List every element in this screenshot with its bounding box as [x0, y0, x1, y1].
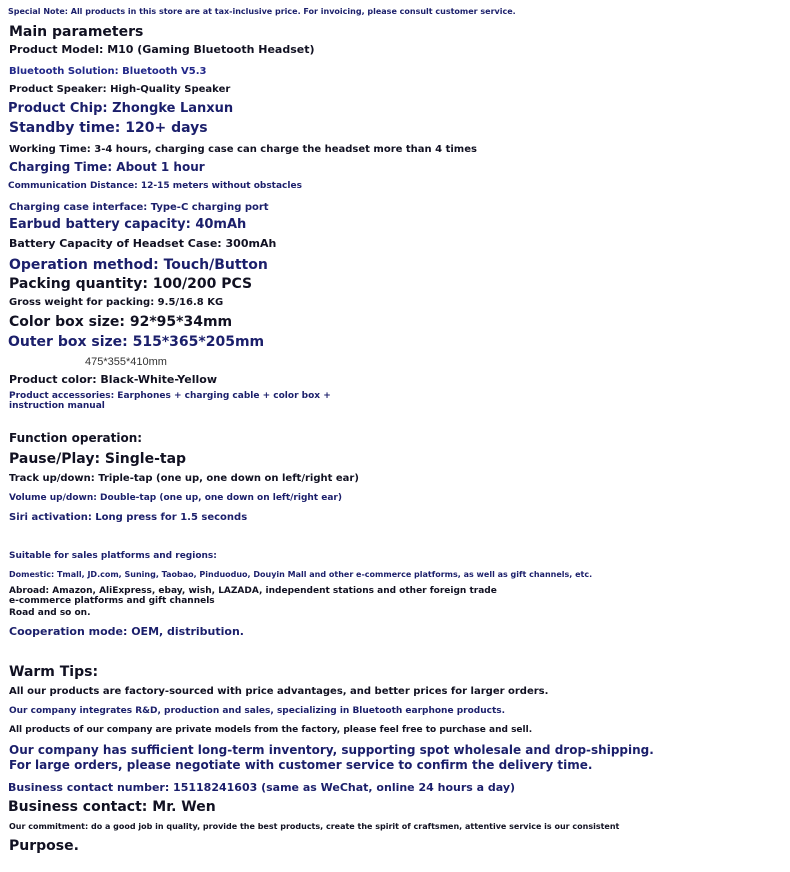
function-heading: Function operation:	[9, 431, 143, 445]
special-note: Special Note: All products in this store are at tax-inclusive price. For invoicing, please consult customer service.	[8, 7, 516, 16]
charging-interface: Charging case interface: Type-C charging port	[9, 202, 269, 213]
outer-box-size-alt: 475*355*410mm	[85, 356, 167, 368]
sales-road: Road and so on.	[9, 608, 91, 618]
bluetooth-solution: Bluetooth Solution: Bluetooth V5.3	[9, 66, 207, 77]
outer-box-size: Outer box size: 515*365*205mm	[8, 334, 265, 350]
sales-domestic: Domestic: Tmall, JD.com, Suning, Taobao, Pinduoduo, Douyin Mall and other e-commerce platforms, as well as gift channels, etc.	[9, 570, 593, 579]
pause-play: Pause/Play: Single-tap	[9, 451, 187, 467]
business-contact-name: Business contact: Mr. Wen	[8, 799, 216, 815]
commitment: Our commitment: do a good job in quality, provide the best products, create the spirit of craftsmen, attentive service is our consistent	[9, 822, 620, 831]
earbud-battery: Earbud battery capacity: 40mAh	[9, 217, 247, 232]
warm-tips-heading: Warm Tips:	[9, 664, 99, 680]
color-box-size: Color box size: 92*95*34mm	[9, 314, 233, 330]
product-chip: Product Chip: Zhongke Lanxun	[8, 101, 234, 116]
sales-heading: Suitable for sales platforms and regions:	[9, 551, 217, 561]
purpose: Purpose.	[9, 838, 79, 854]
standby-time: Standby time: 120+ days	[9, 120, 208, 136]
product-model: Product Model: M10 (Gaming Bluetooth Headset)	[9, 43, 315, 56]
communication-distance: Communication Distance: 12-15 meters without obstacles	[8, 181, 302, 191]
tip-private-models: All products of our company are private models from the factory, please feel free to purchase and sell.	[9, 725, 533, 735]
packing-quantity: Packing quantity: 100/200 PCS	[9, 276, 253, 292]
cooperation-mode: Cooperation mode: OEM, distribution.	[9, 625, 244, 638]
volume-control: Volume up/down: Double-tap (one up, one down on left/right ear)	[9, 493, 342, 503]
sales-abroad: Abroad: Amazon, AliExpress, ebay, wish, LAZADA, independent stations and other foreign trade e-commerce platforms and gift channels	[9, 586, 497, 607]
case-battery: Battery Capacity of Headset Case: 300mAh	[9, 237, 277, 250]
business-contact-number: Business contact number: 15118241603 (same as WeChat, online 24 hours a day)	[8, 781, 516, 794]
tip-integration: Our company integrates R&D, production and sales, specializing in Bluetooth earphone products.	[9, 706, 506, 716]
working-time: Working Time: 3-4 hours, charging case can charge the headset more than 4 times	[9, 144, 477, 155]
tip-factory-sourced: All our products are factory-sourced with price advantages, and better prices for larger orders.	[9, 686, 549, 697]
operation-method: Operation method: Touch/Button	[9, 257, 268, 273]
tip-large-orders: For large orders, please negotiate with customer service to confirm the delivery time.	[9, 758, 593, 772]
product-color: Product color: Black-White-Yellow	[9, 373, 217, 386]
track-control: Track up/down: Triple-tap (one up, one down on left/right ear)	[9, 473, 359, 484]
product-accessories: Product accessories: Earphones + charging cable + color box + instruction manual	[9, 391, 331, 412]
tip-inventory: Our company has sufficient long-term inventory, supporting spot wholesale and drop-shipping.	[9, 743, 654, 757]
siri-activation: Siri activation: Long press for 1.5 seconds	[9, 512, 248, 523]
main-params-heading: Main parameters	[9, 24, 144, 40]
product-speaker: Product Speaker: High-Quality Speaker	[9, 84, 231, 95]
gross-weight: Gross weight for packing: 9.5/16.8 KG	[9, 297, 224, 308]
charging-time: Charging Time: About 1 hour	[9, 160, 205, 174]
